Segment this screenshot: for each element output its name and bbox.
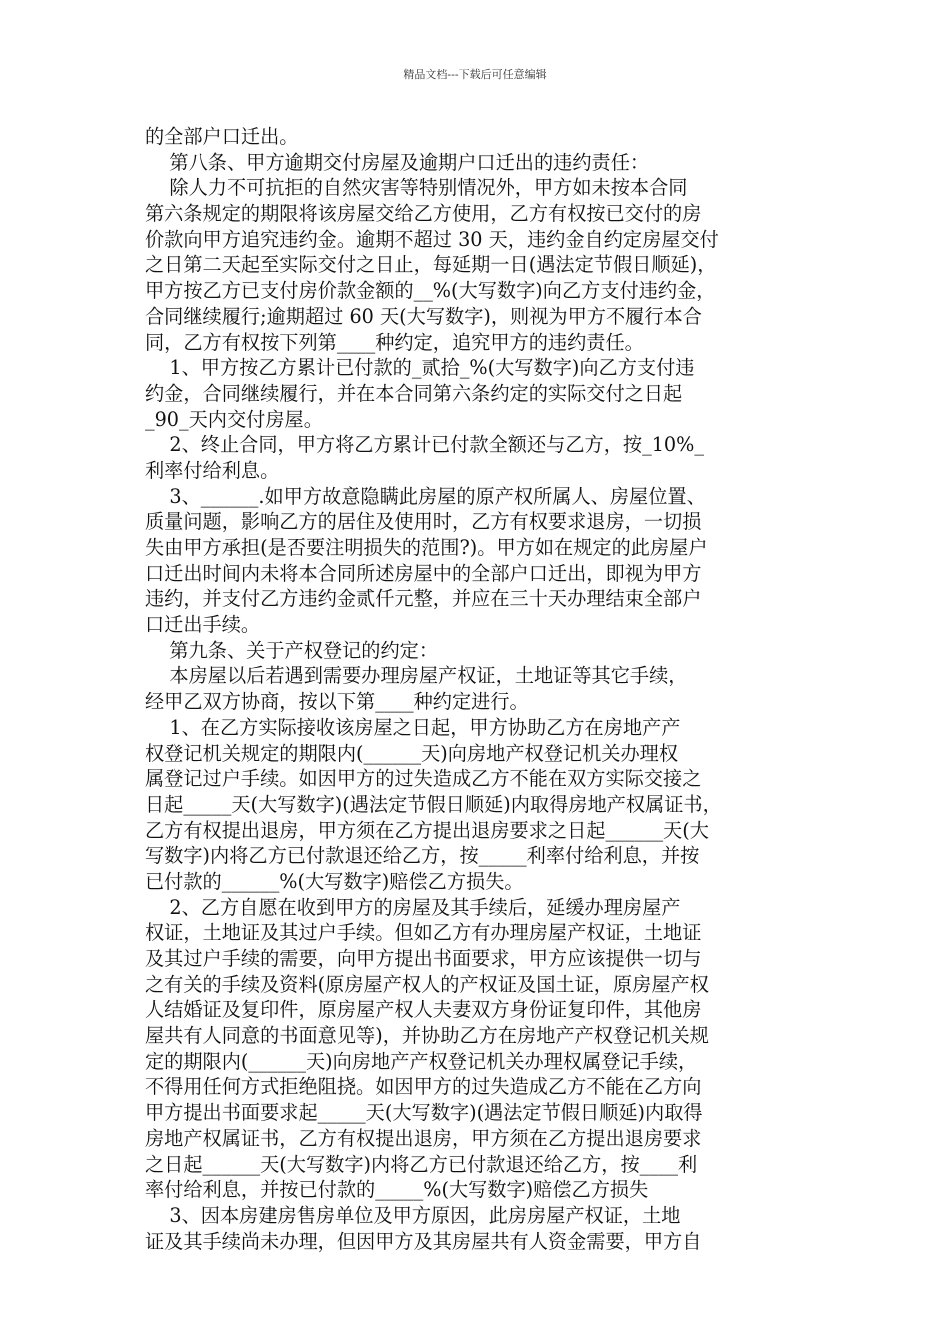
text-line: 的全部户口迁出。 xyxy=(145,125,299,148)
text-line: 及其过户手续的需要，向甲方提出书面要求，甲方应该提供一切与 xyxy=(145,947,702,970)
text-line: _90_天内交付房屋。 xyxy=(145,407,323,431)
text-line: 之有关的手续及资料(原房屋产权人的产权证及国土证，原房屋产权 xyxy=(145,972,709,996)
text-line: 3、______.如甲方故意隐瞒此房屋的原产权所属人、房屋位置、 xyxy=(145,484,706,508)
text-line: 利率付给利息。 xyxy=(145,458,280,482)
text-line: 日起_____天(大写数字)(遇法定节假日顺延)内取得房地产权属证书， xyxy=(145,792,722,816)
text-line: 3、因本房建房售房单位及甲方原因，此房房屋产权证，土地 xyxy=(145,1203,681,1227)
text-line: 之日第二天起至实际交付之日止，每延期一日(遇法定节假日顺延)， xyxy=(145,253,717,277)
text-line: 率付给利息，并按已付款的_____%(大写数字)赔偿乙方损失 xyxy=(145,1178,649,1202)
text-line: 屋共有人同意的书面意见等)，并协助乙方在房地产产权登记机关规 xyxy=(145,1024,709,1048)
text-line: 2、终止合同，甲方将乙方累计已付款全额还与乙方，按_10%_ xyxy=(145,433,704,457)
text-line: 之日起______天(大写数字)内将乙方已付款退还给乙方，按____利 xyxy=(145,1152,698,1176)
page-header: 精品文档---下载后可任意编辑 xyxy=(403,68,547,81)
text-line: 2、乙方自愿在收到甲方的房屋及其手续后，延缓办理房屋产 xyxy=(145,895,681,919)
text-line: 权登记机关规定的期限内(______天)向房地产权登记机关办理权 xyxy=(145,741,679,765)
text-line: 同，乙方有权按下列第____种约定，追究甲方的违约责任。 xyxy=(145,330,644,354)
text-line: 约金，合同继续履行，并在本合同第六条约定的实际交付之日起 xyxy=(145,381,683,405)
text-line: 第六条规定的期限将该房屋交给乙方使用，乙方有权按已交付的房 xyxy=(145,202,702,226)
text-line: 口迁出时间内未将本合同所述房屋中的全部户口迁出，即视为甲方 xyxy=(145,561,702,585)
text-line: 第九条、关于产权登记的约定： xyxy=(145,638,439,662)
text-line: 写数字)内将乙方已付款退还给乙方，按_____利率付给利息，并按 xyxy=(145,844,700,868)
text-line: 1、甲方按乙方累计已付款的_贰拾_%(大写数字)向乙方支付违 xyxy=(145,356,695,380)
text-line: 本房屋以后若遇到需要办理房屋产权证，土地证等其它手续， xyxy=(145,664,688,688)
text-line: 人结婚证及复印件，原房屋产权人夫妻双方身份证复印件，其他房 xyxy=(145,998,702,1022)
text-line: 经甲乙双方协商，按以下第____种约定进行。 xyxy=(145,690,529,714)
text-line: 1、在乙方实际接收该房屋之日起，甲方协助乙方在房地产产 xyxy=(145,715,681,739)
text-line: 违约，并支付乙方违约金贰仟元整，并应在三十天办理结束全部户 xyxy=(145,587,702,611)
text-line: 乙方有权提出退房，甲方须在乙方提出退房要求之日起______天(大 xyxy=(145,818,709,842)
text-line: 房地产权属证书，乙方有权提出退房，甲方须在乙方提出退房要求 xyxy=(145,1126,702,1150)
text-line: 第八条、甲方逾期交付房屋及逾期户口迁出的违约责任： xyxy=(145,150,650,174)
text-line: 不得用任何方式拒绝阻挠。如因甲方的过失造成乙方不能在乙方向 xyxy=(145,1075,702,1099)
text-line: 权证，土地证及其过户手续。但如乙方有办理房屋产权证，土地证 xyxy=(145,921,702,945)
text-line: 失由甲方承担(是否要注明损失的范围?)。甲方如在规定的此房屋户 xyxy=(145,536,708,559)
text-line: 甲方提出书面要求起_____天(大写数字)(遇法定节假日顺延)内取得 xyxy=(145,1101,703,1125)
text-line: 除人力不可抗拒的自然灾害等特别情况外，甲方如未按本合同 xyxy=(145,176,688,200)
text-line: 质量问题，影响乙方的居住及使用时，乙方有权要求退房，一切损 xyxy=(145,510,702,534)
text-line: 属登记过户手续。如因甲方的过失造成乙方不能在双方实际交接之 xyxy=(145,767,702,791)
text-line: 口迁出手续。 xyxy=(145,613,261,637)
text-line: 定的期限内(______天)向房地产产权登记机关办理权属登记手续， xyxy=(145,1049,698,1073)
text-line: 已付款的______%(大写数字)赔偿乙方损失。 xyxy=(145,869,524,893)
document-body xyxy=(145,124,815,1254)
text-line: 证及其手续尚未办理，但因甲方及其房屋共有人资金需要，甲方自 xyxy=(145,1229,702,1253)
text-line: 合同继续履行;逾期超过 60 天(大写数字)，则视为甲方不履行本合 xyxy=(145,304,702,328)
text-line: 甲方按乙方已支付房价款金额的__%(大写数字)向乙方支付违约金， xyxy=(145,279,716,303)
text-line: 价款向甲方追究违约金。逾期不超过 30 天，违约金自约定房屋交付 xyxy=(145,227,719,251)
